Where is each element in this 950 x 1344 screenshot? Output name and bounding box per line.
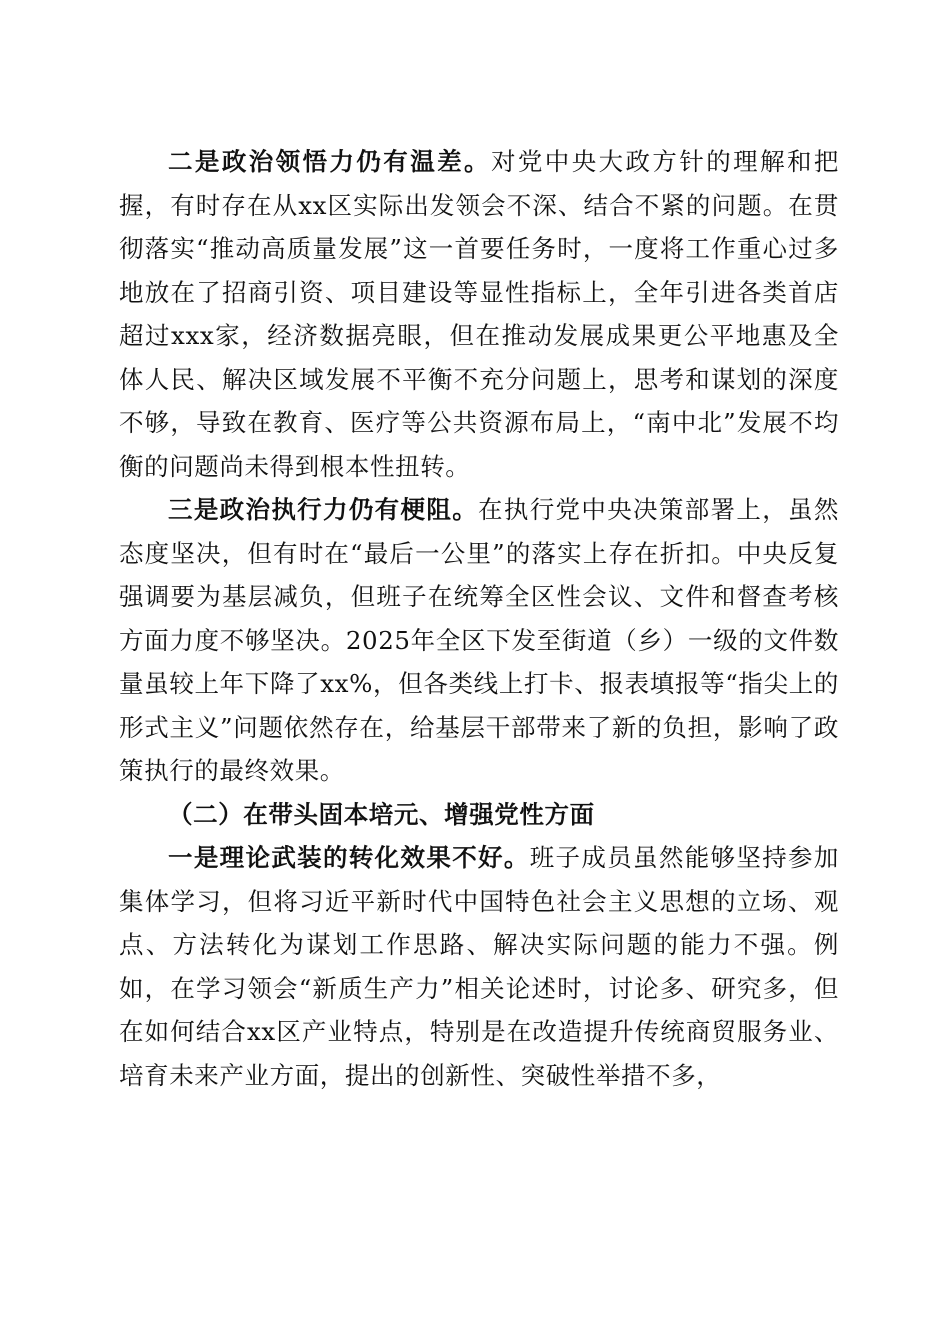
paragraph-lead: 二是政治领悟力仍有温差。 [168, 147, 491, 176]
paragraph-political-execution [119, 488, 839, 793]
paragraph-text: 对党中央大政方针的理解和把握，有时存在从xx区实际出发领会不深、结合不紧的问题。在贯彻落实“推动高质量发展”这一首要任务时，一度将工作重心过多地放在了招商引资、项目建设等显性指标上，全年引进各类首店超过xxx家，经济数据亮眼，但在推动发展成果更公平地惠及全体人民、解决区域发展不平衡不充分问题上，思考和谋划的深度不够，导致在教育、医疗等公共资源布局上，“南中北”发展不均衡的问题尚未得到根本性扭转。 [119, 147, 839, 481]
paragraph-political-comprehension [119, 140, 839, 488]
document-body [119, 140, 839, 1097]
paragraph-lead: 三是政治执行力仍有梗阻。 [168, 495, 479, 524]
paragraph-text: 班子成员虽然能够坚持参加集体学习，但将习近平新时代中国特色社会主义思想的立场、观点、方法转化为谋划工作思路、解决实际问题的能力不强。例如，在学习领会“新质生产力”相关论述时，讨论多、研究多，但在如何结合xx区产业特点，特别是在改造提升传统商贸服务业、培育未来产业方面，提出的创新性、突破性举措不多， [119, 843, 839, 1090]
paragraph-lead: 一是理论武装的转化效果不好。 [168, 843, 530, 872]
paragraph-theory-armament [119, 836, 839, 1097]
paragraph-text: 在执行党中央决策部署上，虽然态度坚决，但有时在“最后一公里”的落实上存在折扣。中央反复强调要为基层减负，但班子在统筹全区性会议、文件和督查考核方面力度不够坚决。2025年全区下发至街道（乡）一级的文件数量虽较上年下降了xx%，但各类线上打卡、报表填报等“指尖上的形式主义”问题依然存在，给基层干部带来了新的负担，影响了政策执行的最终效果。 [119, 495, 839, 785]
section-heading: （二）在带头固本培元、增强党性方面 [168, 799, 595, 829]
